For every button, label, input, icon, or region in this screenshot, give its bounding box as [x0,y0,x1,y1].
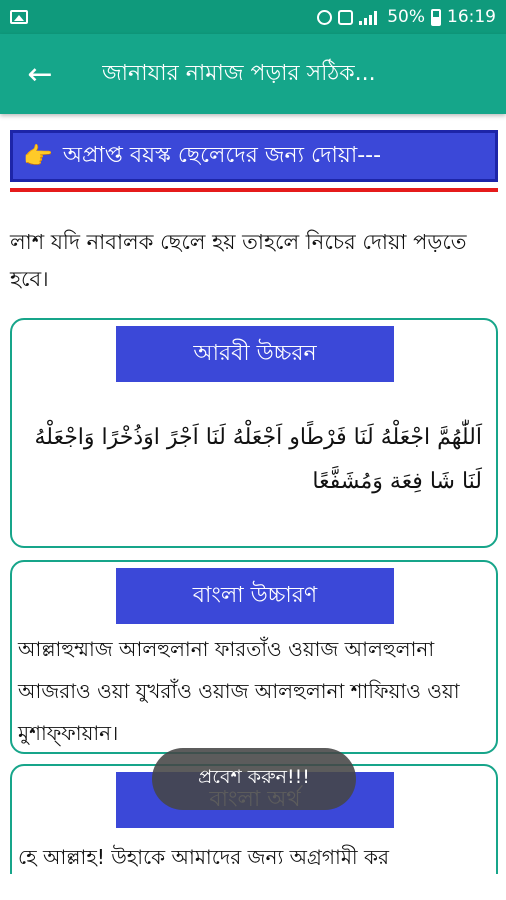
alarm-icon [317,10,332,25]
section-heading-text: অপ্রাপ্ত বয়স্ক ছেলেদের জন্য দোয়া--- [62,142,382,168]
arabic-text: اَللّٰهُمَّ اجْعَلْهُ لَنَا فَرْطًاو اَجْعَلْهُ لَنَا اَجْرً اوَذُخْرًا وَاجْعَلْهُ لَنَا شَا فِعَة وَمُشَفَّعًا [34,425,482,494]
divider [10,188,498,192]
toast-message: প্রবেশ করুন!!! [152,748,356,810]
pronunciation-text: আল্লাহুম্মাজ আলহুলানা ফারতাঁও ওয়াজ আলহুলানা আজরাও ওয়া যুখরাঁও ওয়াজ আলহুলানা শাফিয়াও ওয়া মুশাফ্ফায়ান। [18,637,460,745]
bottom-edge [0,874,506,900]
page-title: জানাযার নামাজ পড়ার সঠিক... [102,60,376,86]
pointing-hand-icon: 👉 [23,142,53,170]
card-title: বাংলা উচ্চারণ [116,568,394,624]
card-title: আরবী উচ্চরন [116,326,394,382]
app-bar [0,34,506,114]
notification-icon [338,10,353,25]
arrow-left-icon: ← [27,56,53,92]
signal-icon [359,9,381,25]
section-heading [10,130,498,182]
arabic-card [10,318,498,548]
intro-text: লাশ যদি নাবালক ছেলে হয় তাহলে নিচের দোয়া পড়তে হবে। [10,230,467,291]
battery-icon [431,9,441,26]
meaning-text: হে আল্লাহ! উহাকে আমাদের জন্য অগ্রগামী কর [18,845,390,869]
status-bar [0,0,506,34]
pronunciation-card [10,560,498,754]
back-button[interactable] [0,34,80,114]
battery-percent: 50% [387,7,425,27]
clock: 16:19 [447,7,496,27]
image-icon [10,10,28,24]
